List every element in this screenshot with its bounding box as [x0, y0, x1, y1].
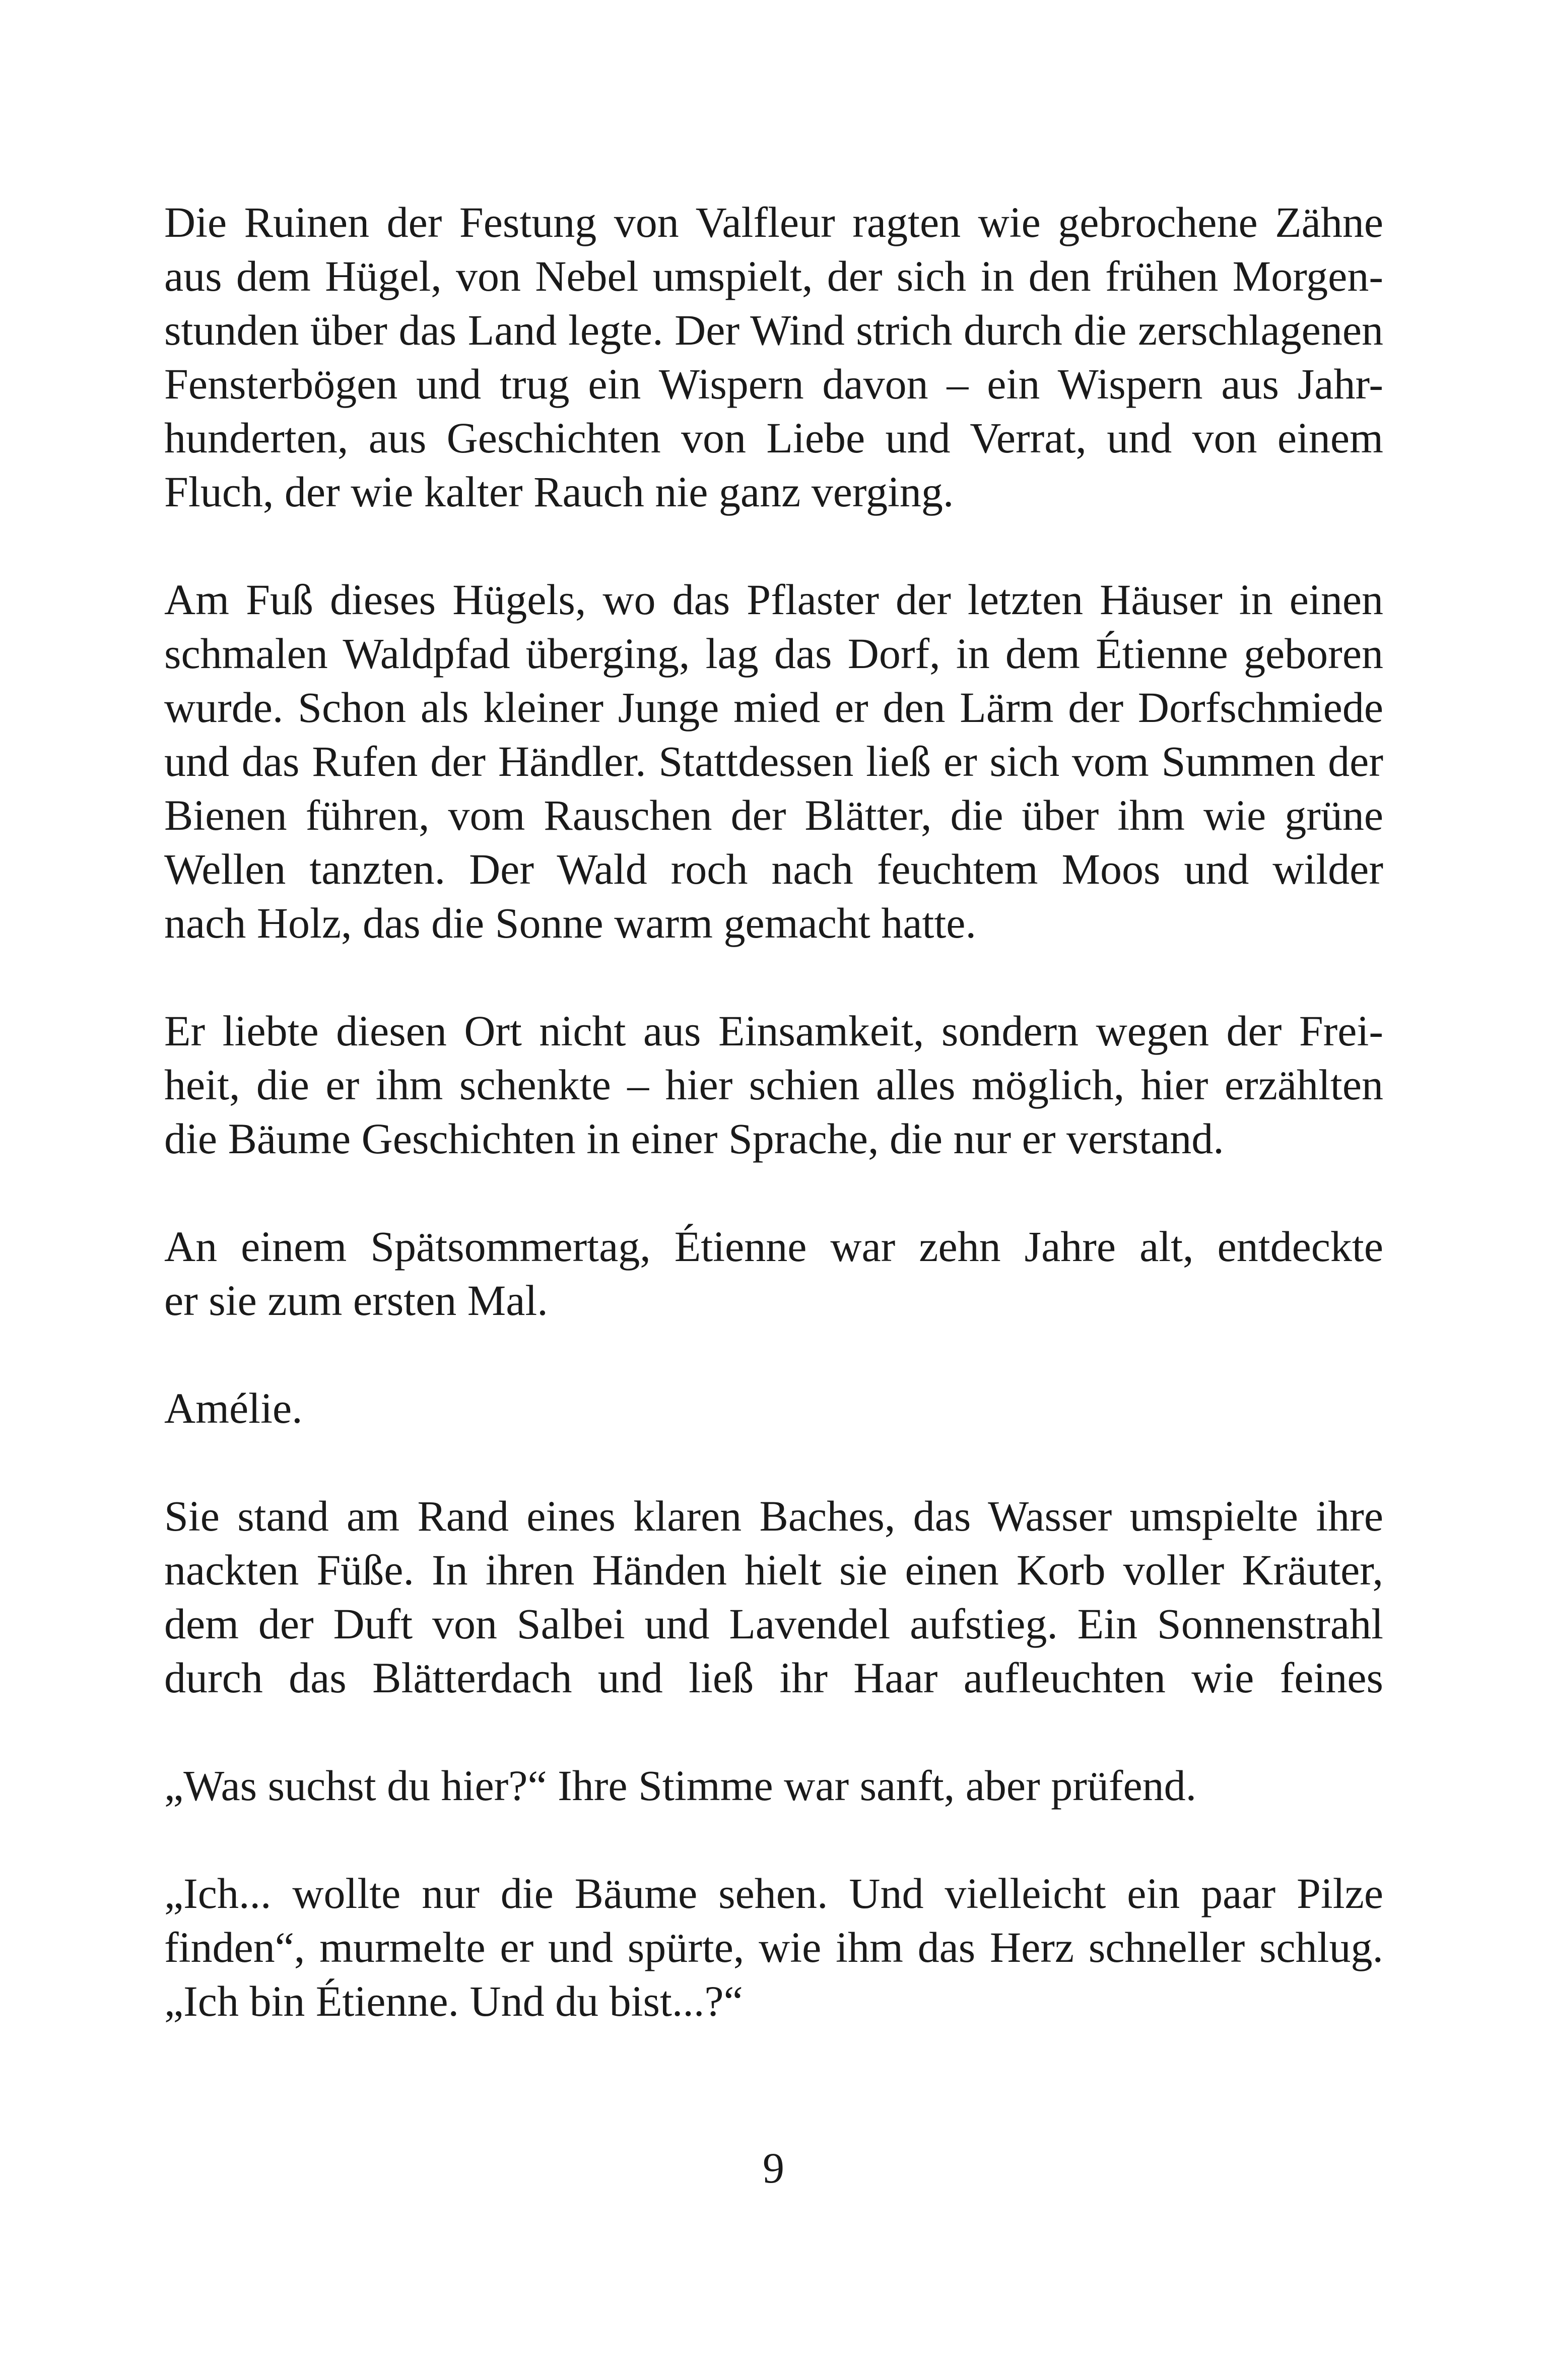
text-line: wurde. Schon als kleiner Junge mied er den Lärm der Dorfschmiede: [164, 683, 1383, 732]
paragraph: [164, 195, 1383, 519]
text-line: Fluch, der wie kalter Rauch nie ganz verging.: [164, 468, 954, 516]
text-line: Bienen führen, vom Rauschen der Blätter, die über ihm wie grüne: [164, 791, 1383, 839]
text-line: und das Rufen der Händler. Stattdessen ließ er sich vom Summen der: [164, 737, 1383, 785]
paragraph: [164, 1489, 1383, 1705]
text-line: nach Holz, das die Sonne warm gemacht hatte.: [164, 899, 976, 947]
text-line: Fensterbögen und trug ein Wispern davon – ein Wispern aus Jahr-: [164, 360, 1383, 408]
text-line: dem der Duft von Salbei und Lavendel aufstieg. Ein Sonnenstrahl: [164, 1600, 1383, 1648]
text-line: Am Fuß dieses Hügels, wo das Pflaster der letzten Häuser in einen: [164, 575, 1383, 624]
text-line: schmalen Waldpfad überging, lag das Dorf, in dem Étienne geboren: [164, 629, 1383, 678]
paragraph: [164, 1220, 1383, 1328]
paragraph: [164, 1381, 1383, 1435]
text-line: „Ich... wollte nur die Bäume sehen. Und vielleicht ein paar Pilze: [164, 1869, 1383, 1918]
text-line: finden“, murmelte er und spürte, wie ihm das Herz schneller schlug.: [164, 1923, 1383, 1971]
page-number: 9: [763, 2144, 784, 2192]
text-line: stunden über das Land legte. Der Wind strich durch die zerschlagenen: [164, 306, 1383, 354]
text-line: er sie zum ersten Mal.: [164, 1276, 548, 1325]
text-line: nackten Füße. In ihren Händen hielt sie einen Korb voller Kräuter,: [164, 1546, 1383, 1594]
body-text: [164, 195, 1383, 2082]
text-line: „Ich bin Étienne. Und du bist...?“: [164, 1977, 743, 2025]
text-line: aus dem Hügel, von Nebel umspielt, der sich in den frühen Morgen-: [164, 252, 1383, 300]
text-line: „Was suchst du hier?“ Ihre Stimme war sanft, aber prüfend.: [164, 1761, 1197, 1810]
text-line: hunderten, aus Geschichten von Liebe und Verrat, und von einem: [164, 414, 1383, 462]
text-line: Sie stand am Rand eines klaren Baches, das Wasser umspielte ihre: [164, 1492, 1383, 1540]
paragraph: [164, 1867, 1383, 2028]
text-line: Die Ruinen der Festung von Valfleur ragten wie gebrochene Zähne: [164, 198, 1383, 246]
text-line: Er liebte diesen Ort nicht aus Einsamkeit, sondern wegen der Frei-: [164, 1007, 1383, 1055]
paragraph: [164, 1759, 1383, 1813]
text-line: durch das Blätterdach und ließ ihr Haar aufleuchten wie feines: [164, 1654, 1383, 1702]
text-line: die Bäume Geschichten in einer Sprache, die nur er verstand.: [164, 1114, 1224, 1163]
paragraph: [164, 573, 1383, 950]
paragraph: [164, 1004, 1383, 1166]
text-line: An einem Spätsommertag, Étienne war zehn Jahre alt, entdeckte: [164, 1222, 1383, 1271]
text-line: Wellen tanzten. Der Wald roch nach feuchtem Moos und wilder: [164, 845, 1383, 893]
text-line: Amélie.: [164, 1384, 303, 1432]
text-line: heit, die er ihm schenkte – hier schien alles möglich, hier erzählten: [164, 1061, 1383, 1109]
